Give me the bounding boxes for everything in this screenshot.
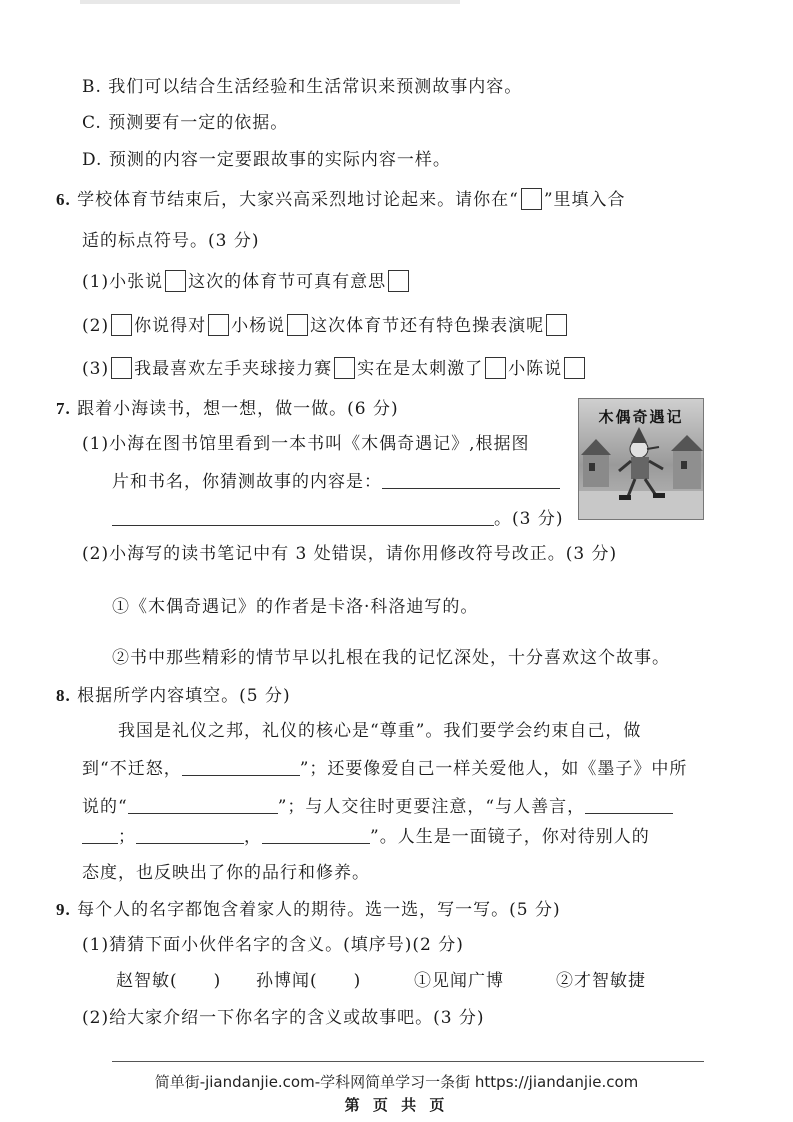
punctuation-box[interactable] xyxy=(165,270,186,292)
q8-line1: 我国是礼仪之邦，礼仪的核心是“尊重”。我们要学会约束自己，做 xyxy=(118,721,642,741)
q6-s1-text-a: (1)小张说 xyxy=(82,272,164,292)
q7-part2: (2)小海写的读书笔记中有 3 处错误，请你用修改符号改正。(3 分) xyxy=(82,544,618,564)
q7-number: 7. xyxy=(56,399,71,418)
punctuation-box-sample xyxy=(521,188,542,210)
q8-line4-c: ”。人生是一面镜子，你对待别人的 xyxy=(370,827,650,847)
answer-blank[interactable] xyxy=(128,797,278,814)
q8-stem xyxy=(56,685,291,707)
q6-stem xyxy=(56,188,626,211)
q9-stem-text: 每个人的名字都饱含着家人的期待。选一选，写一写。(5 分) xyxy=(77,900,561,920)
q9-part1: (1)猜猜下面小伙伴名字的含义。(填序号)(2 分) xyxy=(82,935,464,955)
answer-line[interactable] xyxy=(112,1061,704,1062)
q8-stem-text: 根据所学内容填空。(5 分) xyxy=(77,686,291,706)
q8-line5: 态度，也反映出了你的品行和修养。 xyxy=(82,863,370,883)
pinocchio-illustration xyxy=(579,399,704,520)
punctuation-box[interactable] xyxy=(388,270,409,292)
q6-s3-text-b: 我最喜欢左手夹球接力赛 xyxy=(134,359,333,379)
punctuation-box[interactable] xyxy=(546,314,567,336)
q7-part1-line1: (1)小海在图书馆里看到一本书叫《木偶奇遇记》,根据图 xyxy=(82,434,530,454)
q9-stem xyxy=(56,899,561,921)
punctuation-box[interactable] xyxy=(287,314,308,336)
punctuation-box[interactable] xyxy=(208,314,229,336)
q8-line4-a: ； xyxy=(118,827,136,847)
q7-part1-line3 xyxy=(112,508,563,530)
q9-part2: (2)给大家介绍一下你名字的含义或故事吧。(3 分) xyxy=(82,1008,485,1028)
q6-stem-part1: 学校体育节结束后，大家兴高采烈地讨论起来。请你在“ xyxy=(77,190,519,210)
q6-sentence-1 xyxy=(82,270,411,293)
q8-number: 8. xyxy=(56,686,71,705)
q6-s2-text-b: 你说得对 xyxy=(134,316,207,336)
book-cover-title: 木偶奇遇记 xyxy=(598,408,684,426)
answer-blank[interactable] xyxy=(136,827,244,844)
page-info: 第 页 共 页 xyxy=(344,1096,449,1114)
q6-s1-text-b: 这次的体育节可真有意思 xyxy=(188,272,387,292)
q6-s3-text-d: 小陈说 xyxy=(508,359,563,379)
q6-s3-text-a: (3) xyxy=(82,359,110,379)
q6-s3-text-c: 实在是太刺激了 xyxy=(357,359,484,379)
q7-stem xyxy=(56,398,399,420)
q7-note-1: ①《木偶奇遇记》的作者是卡洛·科洛迪写的。 xyxy=(112,597,479,617)
q5-option-b: B. 我们可以结合生活经验和生活常识来预测故事内容。 xyxy=(82,77,523,97)
book-cover-image xyxy=(578,398,704,520)
q9-option-1: ①见闻广博 xyxy=(414,971,504,991)
q7-part1-line2 xyxy=(112,471,560,493)
q8-line4 xyxy=(82,826,650,848)
q7-part1-prompt: 片和书名，你猜测故事的内容是： xyxy=(112,472,382,492)
punctuation-box[interactable] xyxy=(334,357,355,379)
punctuation-box[interactable] xyxy=(485,357,506,379)
q8-line2-b: ”；还要像爱自己一样关爱他人，如《墨子》中所 xyxy=(299,759,688,779)
q6-s2-text-d: 这次体育节还有特色操表演呢 xyxy=(310,316,545,336)
q9-name-1[interactable]: 赵智敏( ) xyxy=(116,971,222,991)
q8-line2 xyxy=(82,758,687,780)
answer-blank[interactable] xyxy=(182,759,300,776)
q6-sentence-2 xyxy=(82,314,569,337)
q6-sentence-3 xyxy=(82,357,587,380)
q8-line4-b: ， xyxy=(244,827,262,847)
answer-blank[interactable] xyxy=(112,509,494,526)
footer-watermark: 简单街-jiandanjie.com-学科网简单学习一条街 https://jiandanjie.com xyxy=(154,1073,639,1091)
punctuation-box[interactable] xyxy=(111,357,132,379)
top-scan-edge xyxy=(80,0,460,4)
q6-stem-line2: 适的标点符号。(3 分) xyxy=(82,231,260,251)
q8-line2-a: 到“不迁怒， xyxy=(82,759,182,779)
q9-option-2: ②才智敏捷 xyxy=(556,971,646,991)
q7-part1-score: 。(3 分) xyxy=(494,509,564,529)
answer-blank[interactable] xyxy=(82,827,118,844)
q6-s2-text-c: 小杨说 xyxy=(231,316,286,336)
q6-s2-text-a: (2) xyxy=(82,316,110,336)
q9-number: 9. xyxy=(56,900,71,919)
q8-line3 xyxy=(82,796,673,818)
answer-blank[interactable] xyxy=(262,827,370,844)
q6-stem-part2: ”里填入合 xyxy=(543,190,626,210)
q7-note-2: ②书中那些精彩的情节早以扎根在我的记忆深处，十分喜欢这个故事。 xyxy=(112,648,670,668)
q7-stem-text: 跟着小海读书，想一想，做一做。(6 分) xyxy=(77,399,399,419)
q9-name-2[interactable]: 孙博闻( ) xyxy=(256,971,362,991)
q5-option-c: C. 预测要有一定的依据。 xyxy=(82,113,289,133)
answer-blank[interactable] xyxy=(585,797,673,814)
q8-line3-a: 说的“ xyxy=(82,797,128,817)
punctuation-box[interactable] xyxy=(564,357,585,379)
q6-number: 6. xyxy=(56,190,71,209)
answer-blank[interactable] xyxy=(382,472,560,489)
q5-option-d: D. 预测的内容一定要跟故事的实际内容一样。 xyxy=(82,150,451,170)
punctuation-box[interactable] xyxy=(111,314,132,336)
q8-line3-b: ”；与人交往时更要注意，“与人善言， xyxy=(277,797,586,817)
